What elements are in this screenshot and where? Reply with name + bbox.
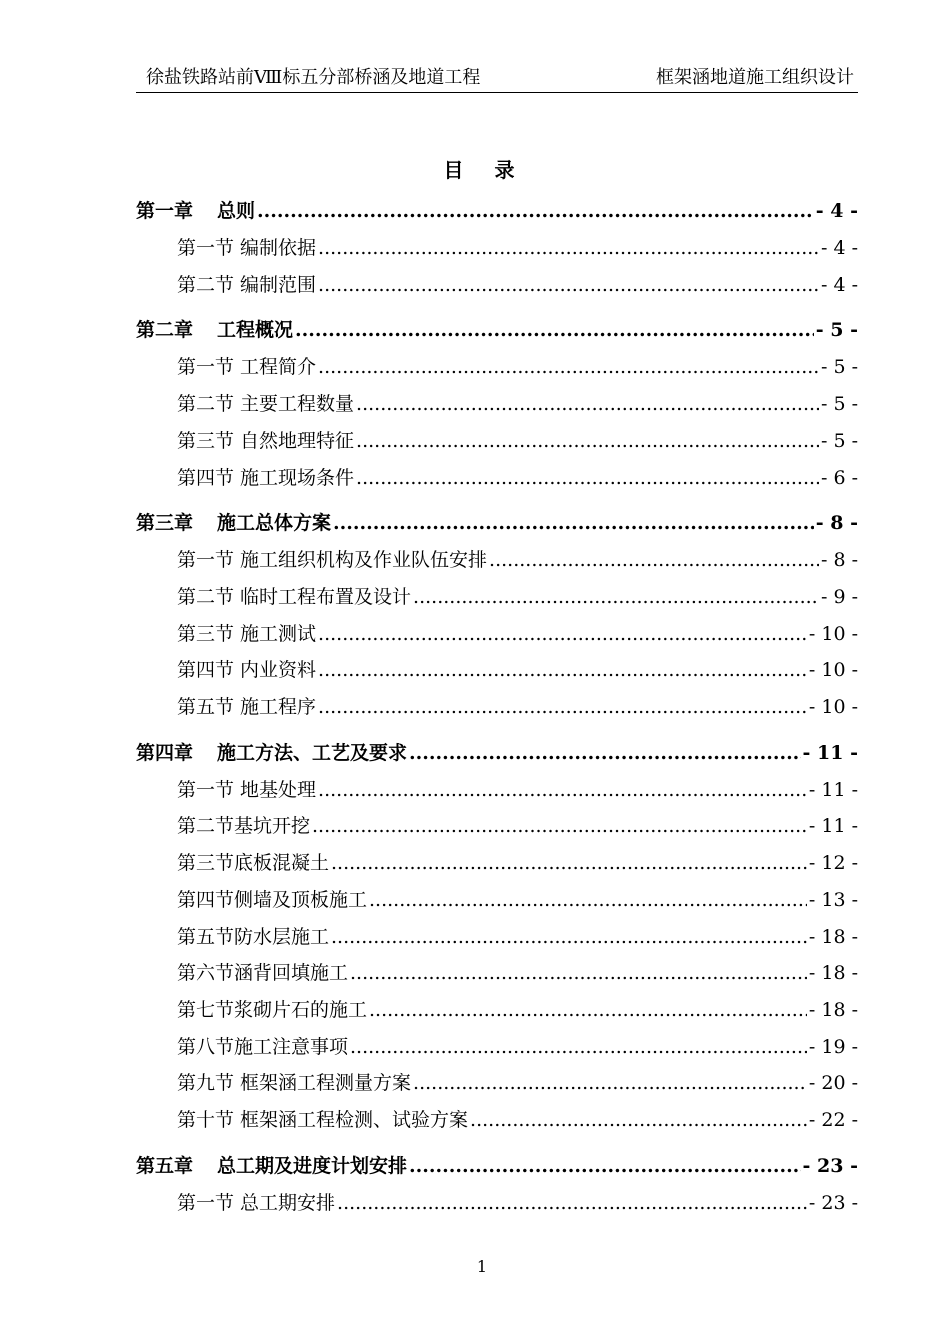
toc-chapter-number: 第五章 bbox=[136, 1154, 194, 1177]
toc-entry-label: 第三节 自然地理特征 bbox=[177, 429, 355, 452]
toc-page-number: - 4 - bbox=[815, 200, 858, 222]
toc-entry-label: 总则 bbox=[217, 200, 256, 222]
toc-page-number: - 18 - bbox=[808, 962, 858, 985]
toc-entry-label: 第二节 临时工程布置及设计 bbox=[177, 585, 412, 608]
toc-section-entry[interactable] bbox=[177, 848, 858, 878]
toc-entry-label: 第三节 施工测试 bbox=[177, 622, 317, 645]
toc-page-number: - 10 - bbox=[808, 622, 858, 645]
toc-page-number: - 5 - bbox=[815, 319, 858, 342]
toc-section-entry[interactable] bbox=[177, 270, 858, 300]
toc-chapter-entry[interactable] bbox=[136, 315, 858, 345]
toc-entry-label: 第五节 施工程序 bbox=[177, 696, 317, 718]
toc-leader-dots bbox=[369, 885, 807, 915]
toc-leader-dots bbox=[318, 233, 819, 263]
toc-page-number: - 8 - bbox=[820, 549, 858, 572]
toc-leader-dots bbox=[356, 426, 819, 456]
toc-chapter-number: 第二章 bbox=[136, 319, 194, 342]
toc-entry-label: 第七节浆砌片石的施工 bbox=[177, 998, 368, 1021]
toc-leader-dots bbox=[409, 1151, 801, 1181]
toc-chapter-entry[interactable] bbox=[136, 508, 858, 538]
toc-section-entry[interactable] bbox=[177, 1188, 858, 1218]
toc-section-entry[interactable] bbox=[177, 1068, 858, 1098]
toc-section-entry[interactable] bbox=[177, 233, 858, 263]
toc-page-number: - 5 - bbox=[820, 393, 858, 416]
toc-entry-label: 第四节 施工现场条件 bbox=[177, 466, 355, 489]
toc-entry-label: 施工方法、工艺及要求 bbox=[217, 741, 408, 764]
toc-leader-dots bbox=[257, 196, 814, 226]
toc-entry-label: 工程概况 bbox=[217, 319, 294, 342]
toc-page-number: - 18 - bbox=[808, 925, 858, 948]
toc-entry-label: 第四节侧墙及顶板施工 bbox=[177, 888, 368, 911]
toc-page-number: - 22 - bbox=[808, 1109, 858, 1131]
toc-leader-dots bbox=[350, 958, 807, 988]
toc-leader-dots bbox=[470, 1105, 807, 1135]
toc-entry-label: 第一节 施工组织机构及作业队伍安排 bbox=[177, 549, 488, 572]
toc-entry-label: 第二节 编制范围 bbox=[177, 273, 317, 296]
toc-page-number: - 20 - bbox=[808, 1072, 858, 1095]
toc-section-entry[interactable] bbox=[177, 922, 858, 952]
toc-chapter-entry[interactable] bbox=[136, 1151, 858, 1181]
toc-page-number: - 23 - bbox=[808, 1191, 858, 1214]
toc-leader-dots bbox=[337, 1188, 807, 1218]
toc-section-entry[interactable] bbox=[177, 958, 858, 988]
toc-section-entry[interactable] bbox=[177, 692, 858, 722]
toc-page-number: - 11 - bbox=[802, 741, 858, 764]
header-document-title: 框架涵地道施工组织设计 bbox=[656, 67, 854, 88]
toc-section-entry[interactable] bbox=[177, 389, 858, 419]
toc-leader-dots bbox=[318, 352, 819, 382]
toc-section-entry[interactable] bbox=[177, 655, 858, 685]
toc-page-number: - 6 - bbox=[820, 466, 858, 489]
toc-section-entry[interactable] bbox=[177, 582, 858, 612]
toc-page-number: - 11 - bbox=[808, 815, 858, 838]
toc-page-number: - 12 - bbox=[808, 852, 858, 875]
toc-leader-dots bbox=[413, 582, 819, 612]
toc-leader-dots bbox=[318, 775, 807, 805]
toc-page-number: - 18 - bbox=[808, 998, 858, 1021]
toc-section-entry[interactable] bbox=[177, 463, 858, 493]
toc-leader-dots bbox=[413, 1068, 807, 1098]
toc-section-entry[interactable] bbox=[177, 811, 858, 841]
toc-entry-label: 第五节防水层施工 bbox=[177, 925, 330, 948]
toc-leader-dots bbox=[356, 389, 819, 419]
toc-entry-label: 第九节 框架涵工程测量方案 bbox=[177, 1072, 412, 1095]
toc-page-number: - 19 - bbox=[808, 1035, 858, 1058]
toc-leader-dots bbox=[489, 545, 819, 575]
toc-leader-dots bbox=[318, 270, 819, 300]
toc-chapter-number: 第四章 bbox=[136, 741, 194, 764]
toc-leader-dots bbox=[409, 738, 801, 768]
toc-leader-dots bbox=[350, 1032, 807, 1062]
toc-entry-label: 第二节基坑开挖 bbox=[177, 815, 311, 838]
toc-section-entry[interactable] bbox=[177, 619, 858, 649]
toc-chapter-entry[interactable] bbox=[136, 196, 858, 226]
toc-section-entry[interactable] bbox=[177, 775, 858, 805]
toc-entry-label: 第一节 总工期安排 bbox=[177, 1191, 336, 1214]
toc-leader-dots bbox=[318, 655, 807, 685]
toc-entry-label: 第一节 地基处理 bbox=[177, 778, 317, 801]
toc-entry-label: 第二节 主要工程数量 bbox=[177, 393, 355, 416]
toc-title: 目 录 bbox=[443, 158, 527, 182]
toc-section-entry[interactable] bbox=[177, 426, 858, 456]
toc-page-number: - 10 - bbox=[808, 659, 858, 682]
toc-leader-dots bbox=[331, 922, 807, 952]
toc-entry-label: 第四节 内业资料 bbox=[177, 659, 317, 682]
toc-entry-label: 总工期及进度计划安排 bbox=[217, 1154, 408, 1177]
toc-page-number: - 10 - bbox=[808, 696, 858, 718]
toc-leader-dots bbox=[331, 848, 807, 878]
toc-page-number: - 4 - bbox=[820, 237, 858, 259]
toc-page-number: - 9 - bbox=[820, 585, 858, 608]
toc-entry-label: 第一节 编制依据 bbox=[177, 237, 317, 259]
toc-entry-label: 第一节 工程简介 bbox=[177, 356, 317, 379]
toc-entry-label: 第六节涵背回填施工 bbox=[177, 962, 349, 985]
toc-page-number: - 5 - bbox=[820, 356, 858, 379]
header-project-title: 徐盐铁路站前Ⅷ标五分部桥涵及地道工程 bbox=[146, 67, 481, 88]
toc-leader-dots bbox=[312, 811, 807, 841]
toc-page-number: - 4 - bbox=[820, 273, 858, 296]
toc-entry-label: 第八节施工注意事项 bbox=[177, 1035, 349, 1058]
toc-leader-dots bbox=[318, 619, 807, 649]
toc-section-entry[interactable] bbox=[177, 545, 858, 575]
toc-entry-label: 施工总体方案 bbox=[217, 512, 332, 535]
toc-page-number: - 11 - bbox=[808, 778, 858, 801]
toc-section-entry[interactable] bbox=[177, 885, 858, 915]
toc-section-entry[interactable] bbox=[177, 352, 858, 382]
toc-page-number: - 8 - bbox=[815, 512, 858, 535]
toc-entry-label: 第十节 框架涵工程检测、试验方案 bbox=[177, 1109, 469, 1131]
toc-page-number: - 5 - bbox=[820, 429, 858, 452]
toc-section-entry[interactable] bbox=[177, 1105, 858, 1135]
page-number: 1 bbox=[476, 1257, 488, 1276]
toc-leader-dots bbox=[295, 315, 814, 345]
toc-chapter-entry[interactable] bbox=[136, 738, 858, 768]
toc-chapter-number: 第一章 bbox=[136, 200, 194, 222]
toc-section-entry[interactable] bbox=[177, 1032, 858, 1062]
toc-chapter-number: 第三章 bbox=[136, 512, 194, 535]
toc-page-number: - 13 - bbox=[808, 888, 858, 911]
toc-section-entry[interactable] bbox=[177, 995, 858, 1025]
toc-page-number: - 23 - bbox=[802, 1154, 858, 1177]
toc-leader-dots bbox=[356, 463, 819, 493]
page-header bbox=[136, 64, 858, 93]
toc-entry-label: 第三节底板混凝土 bbox=[177, 852, 330, 875]
toc-leader-dots bbox=[369, 995, 807, 1025]
toc-leader-dots bbox=[333, 508, 814, 538]
toc-leader-dots bbox=[318, 692, 807, 722]
